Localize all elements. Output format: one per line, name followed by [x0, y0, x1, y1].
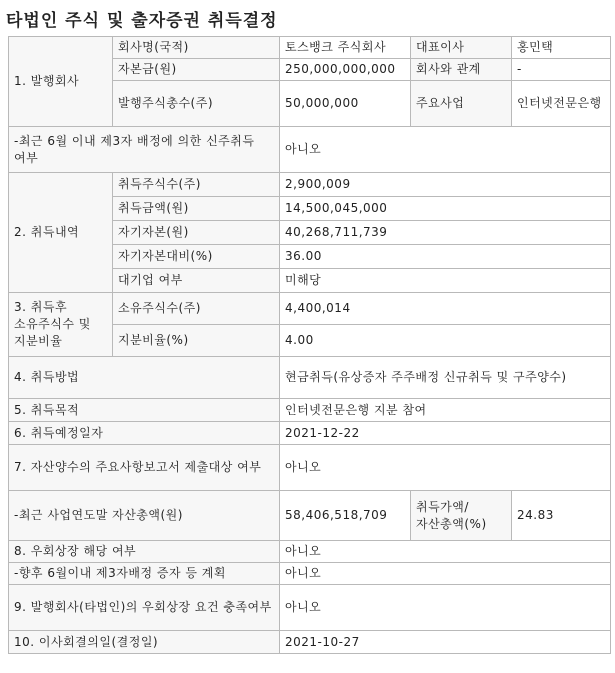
- capital-label: 자본금(원): [113, 59, 280, 81]
- company-name-label: 회사명(국적): [113, 37, 280, 59]
- ownership-ratio-value: 4.00: [280, 325, 611, 357]
- total-shares-value: 50,000,000: [280, 81, 411, 127]
- table-row: [9, 491, 611, 541]
- purpose-label: 5. 취득목적: [9, 399, 280, 422]
- equity-label: 자기자본(원): [113, 221, 280, 245]
- price-assets-ratio-label: 취득가액/자산총액(%): [411, 491, 512, 541]
- method-value: 현금취득(유상증자 주주배정 신규취득 및 구주양수): [280, 357, 611, 399]
- table-row: [9, 127, 611, 173]
- acquired-shares-value: 2,900,009: [280, 173, 611, 197]
- relation-label: 회사와 관계: [411, 59, 512, 81]
- backdoor-listing-label: 8. 우회상장 해당 여부: [9, 541, 280, 563]
- requirement-label: 9. 발행회사(타법인)의 우회상장 요건 충족여부: [9, 585, 280, 631]
- table-row: [9, 422, 611, 445]
- acquired-amount-value: 14,500,045,000: [280, 197, 611, 221]
- third-party-label: -최근 6월 이내 제3자 배정에 의한 신주취득 여부: [9, 127, 280, 173]
- equity-ratio-label: 자기자본대비(%): [113, 245, 280, 269]
- large-corp-label: 대기업 여부: [113, 269, 280, 293]
- table-row: [9, 541, 611, 563]
- owned-shares-label: 소유주식수(주): [113, 293, 280, 325]
- document-title: 타법인 주식 및 출자증권 취득결정: [6, 11, 278, 31]
- company-name-value: 토스뱅크 주식회사: [280, 37, 411, 59]
- ownership-ratio-label: 지분비율(%): [113, 325, 280, 357]
- future-plan-value: 아니오: [280, 563, 611, 585]
- business-label: 주요사업: [411, 81, 512, 127]
- board-date-value: 2021-10-27: [280, 631, 611, 654]
- capital-value: 250,000,000,000: [280, 59, 411, 81]
- table-row: [9, 293, 611, 325]
- backdoor-listing-value: 아니오: [280, 541, 611, 563]
- business-value: 인터넷전문은행: [512, 81, 611, 127]
- report-value: 아니오: [280, 445, 611, 491]
- purpose-value: 인터넷전문은행 지분 참여: [280, 399, 611, 422]
- future-plan-label: -향후 6월이내 제3자배정 증자 등 계획: [9, 563, 280, 585]
- equity-value: 40,268,711,739: [280, 221, 611, 245]
- ceo-label: 대표이사: [411, 37, 512, 59]
- total-assets-label: -최근 사업연도말 자산총액(원): [9, 491, 280, 541]
- acquisition-section-label: 2. 취득내역: [9, 173, 113, 293]
- table-row: [9, 585, 611, 631]
- large-corp-value: 미해당: [280, 269, 611, 293]
- total-shares-label: 발행주식총수(주): [113, 81, 280, 127]
- table-row: [9, 445, 611, 491]
- total-assets-value: 58,406,518,709: [280, 491, 411, 541]
- price-assets-ratio-value: 24.83: [512, 491, 611, 541]
- relation-value: -: [512, 59, 611, 81]
- table-row: [9, 357, 611, 399]
- date-value: 2021-12-22: [280, 422, 611, 445]
- ceo-value: 홍민택: [512, 37, 611, 59]
- third-party-value: 아니오: [280, 127, 611, 173]
- table-row: [9, 563, 611, 585]
- table-row: [9, 173, 611, 197]
- acquired-shares-label: 취득주식수(주): [113, 173, 280, 197]
- disclosure-table: [8, 36, 611, 654]
- report-label: 7. 자산양수의 주요사항보고서 제출대상 여부: [9, 445, 280, 491]
- issuer-section-label: 1. 발행회사: [9, 37, 113, 127]
- table-row: [9, 399, 611, 422]
- table-row: [9, 631, 611, 654]
- equity-ratio-value: 36.00: [280, 245, 611, 269]
- owned-shares-value: 4,400,014: [280, 293, 611, 325]
- method-label: 4. 취득방법: [9, 357, 280, 399]
- table-row: [9, 37, 611, 59]
- requirement-value: 아니오: [280, 585, 611, 631]
- after-section-label: 3. 취득후 소유주식수 및 지분비율: [9, 293, 113, 357]
- board-date-label: 10. 이사회결의일(결정일): [9, 631, 280, 654]
- date-label: 6. 취득예정일자: [9, 422, 280, 445]
- acquired-amount-label: 취득금액(원): [113, 197, 280, 221]
